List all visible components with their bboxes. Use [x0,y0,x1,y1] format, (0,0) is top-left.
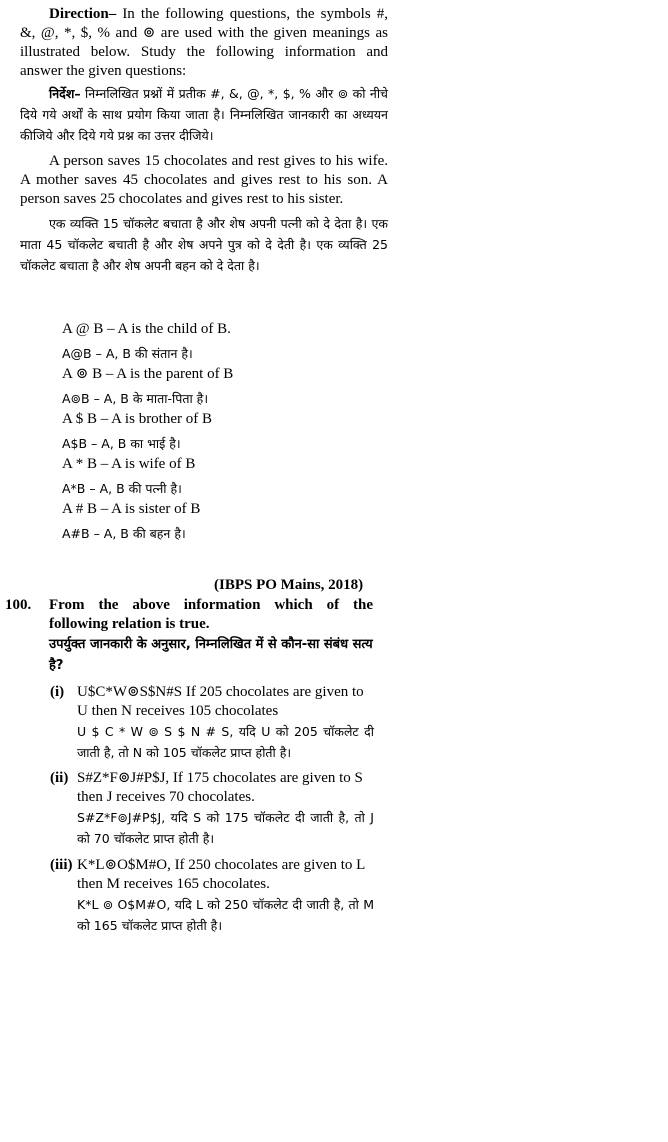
relation-en: A ⊚ B – A is the parent of B [62,366,234,382]
relation-en: A @ B – A is the child of B. [62,321,231,337]
question-number: 100. [5,597,32,613]
option-hi: S#Z*F⊚J#P$J, यदि S को 175 चॉकलेट दी जाती है, तो J को 70 चॉकलेट प्राप्त होती है। [77,810,374,846]
direction-en [20,5,388,81]
option-en: S#Z*F⊚J#P$J, If 175 chocolates are given to S then J receives 70 chocolates. [77,770,363,805]
option-ii [50,769,374,849]
relation-hi: A$B – A, B का भाई है। [62,435,181,451]
relation-hi: A*B – A, B की पत्नी है। [62,480,182,496]
direction-hi-label: निर्देश– [49,86,81,101]
relations-list [62,320,382,545]
question-en: From the above information which of the following relation is true. [49,597,373,632]
exam-source: (IBPS PO Mains, 2018) [214,577,364,593]
direction-block [20,5,388,280]
relation-hi: A#B – A, B की बहन है। [62,525,186,541]
relation-hi: A⊚B – A, B के माता-पिता है। [62,390,209,406]
option-hi: U $ C * W ⊚ S $ N # S, यदि U को 205 चॉकलेट दी जाती है, तो N को 105 चॉकलेट प्राप्त होती है। [77,724,374,760]
option-en: U$C*W⊚S$N#S If 205 chocolates are given to U then N receives 105 chocolates [77,684,364,719]
direction-text: In the following questions, the symbols #, &, @, *, $, % and ⊚ are used with the given meanings as illustrated below. Study the following information and answer the given questions: [20,6,389,79]
question-hi: उपर्युक्त जानकारी के अनुसार, निम्नलिखित में से कौन-सा संबंध सत्य है? [49,637,373,673]
info-en: A person saves 15 chocolates and rest gives to his wife. A mother saves 45 chocolates and gives rest to his son. A person saves 25 chocolates and gives rest to his sister. [20,153,388,207]
direction-label: Direction– [49,6,117,22]
option-en: K*L⊚O$M#O, If 250 chocolates are given to L then M receives 165 chocolates. [77,857,365,892]
info-hi: एक व्यक्ति 15 चॉकलेट बचाता है और शेष अपनी पत्नी को दे देता है। एक माता 45 चॉकलेट बचाती है और शेष अपने पुत्र को दे देती है। एक व्यक्ति 25 चॉकलेट बचाता है और शेष अपनी बहन को दे देता है। [20,216,388,273]
option-label: (iii) [50,857,73,873]
option-hi: K*L ⊚ O$M#O, यदि L को 250 चॉकलेट दी जाती है, तो M को 165 चॉकलेट प्राप्त होती है। [77,897,374,933]
question-text [49,596,373,676]
option-iii [50,856,374,936]
option-i [50,683,374,763]
direction-hi [20,83,388,146]
relation-en: A * B – A is wife of B [62,456,196,472]
option-label: (i) [50,684,65,700]
relation-en: A # B – A is sister of B [62,501,201,517]
relation-en: A $ B – A is brother of B [62,411,213,427]
relation-hi: A@B – A, B की संतान है। [62,345,193,361]
direction-hi-text: निम्नलिखित प्रश्नों में प्रतीक #, &, @, *, $, % और ⊚ को नीचे दिये गये अर्थों के साथ प्रयोग किया जाता है। निम्नलिखित जानकारी का अध्ययन कीजिये और दिये गये प्रश्न का उत्तर दीजिये। [20,86,388,143]
option-label: (ii) [50,770,69,786]
